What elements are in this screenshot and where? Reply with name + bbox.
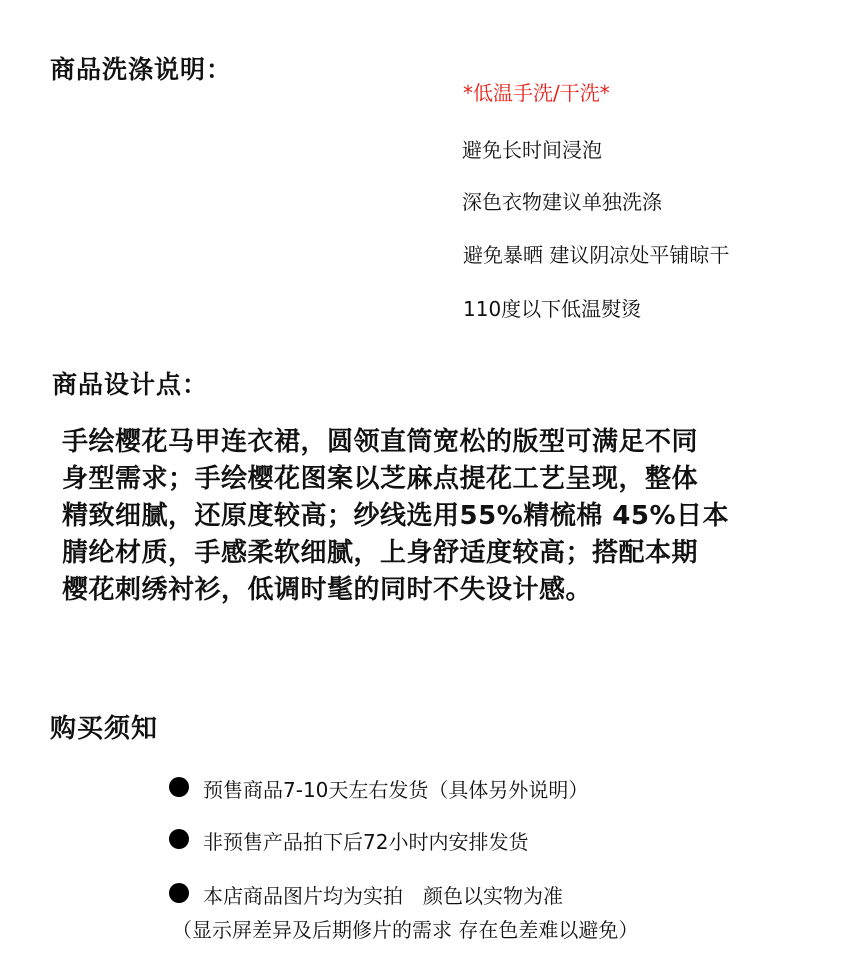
washing-item: 110度以下低温熨烫: [463, 297, 642, 321]
washing-item: 深色衣物建议单独洗涤: [462, 190, 662, 214]
design-line: 精致细腻，还原度较高；纱线选用55%精梳棉 45%日本: [62, 501, 730, 531]
notice-item: 本店商品图片均为实拍 颜色以实物为准: [203, 884, 563, 908]
design-description: [62, 424, 822, 609]
notice-footnote: （显示屏差异及后期修片的需求 存在色差难以避免）: [172, 918, 639, 942]
washing-item: 避免暴晒 建议阴凉处平铺晾干: [463, 243, 730, 267]
notice-item: 非预售产品拍下后72小时内安排发货: [203, 830, 529, 854]
notice-item: 预售商品7-10天左右发货（具体另外说明）: [203, 778, 589, 802]
design-line: 手绘樱花马甲连衣裙，圆领直筒宽松的版型可满足不同: [62, 427, 699, 457]
washing-item: 避免长时间浸泡: [462, 138, 602, 162]
notice-heading: 购买须知: [50, 714, 159, 744]
design-heading: 商品设计点：: [52, 370, 209, 399]
washing-highlight: *低温手洗/干洗*: [463, 81, 610, 105]
washing-heading: 商品洗涤说明：: [50, 55, 233, 84]
bullet-icon: [169, 829, 189, 849]
design-line: 腈纶材质，手感柔软细腻，上身舒适度较高；搭配本期: [62, 538, 699, 568]
bullet-icon: [169, 777, 189, 797]
design-line: 樱花刺绣衬衫，低调时髦的同时不失设计感。: [62, 575, 593, 605]
design-line: 身型需求；手绘樱花图案以芝麻点提花工艺呈现，整体: [62, 464, 699, 494]
bullet-icon: [169, 883, 189, 903]
